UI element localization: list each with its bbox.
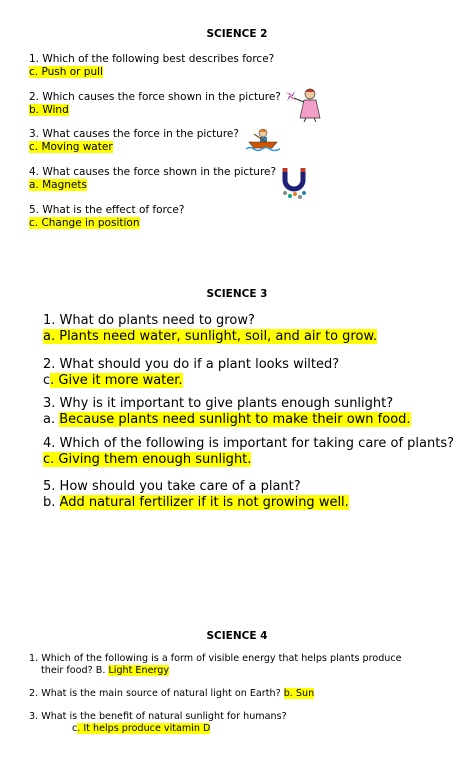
science3-prefix2: c <box>43 373 51 388</box>
science3-a4: c. Giving them enough sunlight. <box>43 452 252 467</box>
science3-prefix5: b. <box>43 495 60 510</box>
science4-a2: b. Sun <box>283 688 315 699</box>
science4-q2: 2. What is the main source of natural light on Earth? <box>29 688 284 699</box>
science3-num5: 5. <box>43 479 56 494</box>
science2-q2: 2. Which causes the force shown in the picture? <box>29 91 281 103</box>
science4-prefix3: c <box>72 723 78 734</box>
science3-num4: 4. <box>43 436 56 451</box>
science2-title: SCIENCE 2 <box>206 28 268 40</box>
science4-q1-line1: 1. Which of the following is a form of visible energy that helps plants produce <box>29 653 402 664</box>
science4-q3: 3. What is the benefit of natural sunlight for humans? <box>29 711 287 722</box>
science3-prefix3: a. <box>43 412 60 427</box>
science4-title: SCIENCE 4 <box>206 630 268 642</box>
science3-num1: 1. <box>43 313 56 328</box>
science4-a3: . It helps produce vitamin D <box>77 723 211 734</box>
horseshoe-magnet-picture <box>279 166 309 200</box>
science3-a3: Because plants need sunlight to make their own food. <box>59 412 411 427</box>
science3-num2: 2. <box>43 357 56 372</box>
boy-in-boat-picture <box>246 126 280 152</box>
science3-a1: a. Plants need water, sunlight, soil, and air to grow. <box>43 329 378 344</box>
science2-q5: 5. What is the effect of force? <box>29 204 185 216</box>
science2-a2: b. Wind <box>29 104 69 116</box>
science2-a5: c. Change in position <box>29 217 140 229</box>
science4-q1-line2: their food? B. <box>41 665 109 676</box>
science2-q4: 4. What causes the force shown in the picture? <box>29 166 277 178</box>
science2-a1: c. Push or pull <box>29 66 103 78</box>
science2-q1: 1. Which of the following best describes force? <box>29 53 275 65</box>
science3-q5: How should you take care of a plant? <box>59 479 301 494</box>
science4-a1: Light Energy <box>108 665 170 676</box>
science3-q2: What should you do if a plant looks wilted? <box>59 357 340 372</box>
science3-num3: 3. <box>43 396 56 411</box>
science2-a4: a. Magnets <box>29 179 87 191</box>
science2-a3: c. Moving water <box>29 141 113 153</box>
science3-a5: Add natural fertilizer if it is not growing well. <box>59 495 349 510</box>
science3-q4: Which of the following is important for taking care of plants? <box>59 436 454 451</box>
science3-title: SCIENCE 3 <box>206 288 268 300</box>
science3-q1: What do plants need to grow? <box>59 313 255 328</box>
science3-a2: . Give it more water. <box>50 373 183 388</box>
girl-blowing-pinwheel-picture <box>284 86 324 122</box>
science2-q3: 3. What causes the force in the picture? <box>29 128 239 140</box>
science3-q3: Why is it important to give plants enough sunlight? <box>59 396 394 411</box>
